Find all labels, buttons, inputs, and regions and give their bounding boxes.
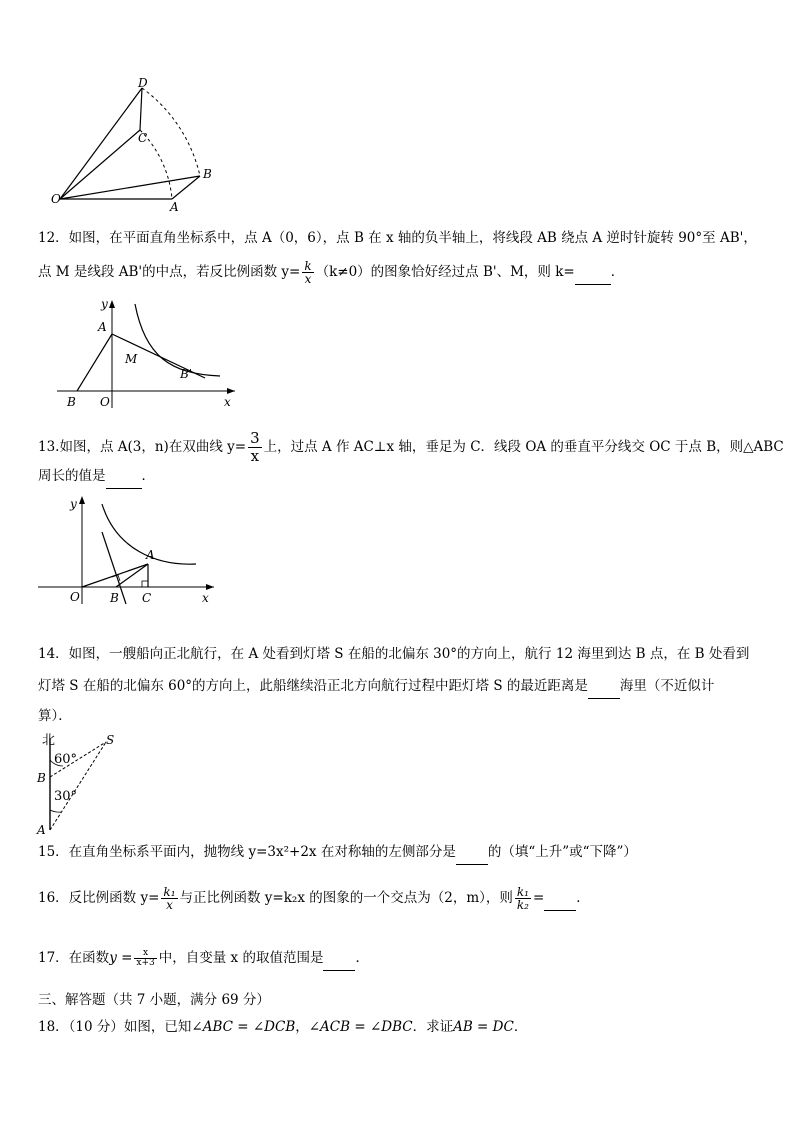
q18-condition-2: ∠ACB = ∠DBC (308, 1019, 413, 1035)
label-A: A (98, 320, 107, 334)
question-14-line1: 14．如图，一艘船向正北航行，在 A 处看到灯塔 S 在船的北偏东 30°的方向上，航行 12 海里到达 B 点，在 B 处看到 (38, 646, 750, 662)
label-C: C (142, 591, 152, 605)
q14-text-a: 灯塔 S 在船的北偏东 60°的方向上，此船继续沿正北方向航行过程中距灯塔 S 的最近距离是 (38, 678, 588, 694)
q18-condition-1: ∠ABC = ∠DCB (191, 1019, 296, 1035)
label-B: B (37, 771, 46, 785)
q12-end: ． (610, 264, 625, 280)
label-x: x (224, 395, 231, 409)
label-O: O (51, 192, 61, 206)
q16-f1-den: x (166, 898, 173, 912)
q16-text-b: 与正比例函数 y=k₂x 的图象的一个交点为（2，m），则 (179, 890, 513, 906)
label-north: 北 (42, 733, 56, 748)
q13-answer-blank[interactable] (106, 468, 142, 489)
q15-text-a: 15．在直角坐标系平面内，抛物线 y=3x²+2x 在对称轴的左侧部分是 (38, 844, 456, 860)
question-12-line2 (38, 260, 624, 285)
label-B: B (67, 395, 76, 409)
figure-q14 (34, 730, 124, 836)
figure-q13 (36, 494, 216, 606)
q17-frac-num: x (134, 949, 156, 959)
label-A: A (37, 823, 46, 836)
q14-answer-blank[interactable] (588, 678, 620, 699)
q13-frac-num: 3 (250, 429, 260, 447)
q13-end: ． (141, 468, 155, 484)
label-O: O (100, 395, 110, 409)
q13-text-b: 上，过点 A 作 AC⊥x 轴，垂足为 C．线段 OA 的垂直平分线交 OC 于点 B，则△ABC (263, 439, 784, 455)
q13-text-a: 13.如图，点 A(3，n)在双曲线 y= (38, 439, 247, 455)
q17-text-b: 中，自变量 x 的取值范围是 (158, 950, 324, 966)
q12-frac-den: x (304, 272, 312, 286)
question-17 (38, 948, 369, 971)
label-C: C (138, 131, 148, 145)
q16-text-a: 16．反比例函数 y= (38, 890, 160, 906)
q16-end: ． (576, 890, 590, 906)
q16-answer-blank[interactable] (544, 890, 576, 911)
label-B: B (203, 167, 212, 181)
section-3-title: 三、解答题（共 7 小题，满分 69 分） (38, 992, 270, 1008)
q18-text-b: ．求证 (412, 1019, 454, 1035)
label-angle-60: 60° (54, 752, 78, 767)
label-angle-30: 30° (54, 789, 78, 804)
q12-answer-blank[interactable] (575, 264, 611, 285)
question-13-line2 (38, 466, 155, 489)
label-x: x (202, 591, 209, 605)
label-y: y (101, 297, 108, 311)
question-12-line1: 12．如图，在平面直角坐标系中，点 A（0，6），点 B 在 x 轴的负半轴上，将线段 AB 绕点 A 逆时针旋转 90°至 AB'， (38, 230, 757, 246)
q16-f1-num: k₁ (163, 885, 176, 899)
q15-text-b: 的（填“上升”或“下降”） (487, 844, 637, 860)
label-Bprime: B' (180, 367, 193, 381)
label-O: O (70, 590, 80, 604)
q17-frac-den: x+3 (136, 958, 155, 968)
q17-end: ． (355, 950, 369, 966)
question-15 (38, 842, 637, 865)
q18-end: ． (513, 1019, 528, 1035)
label-B: B (110, 591, 119, 605)
question-16 (38, 886, 590, 911)
q16-fraction-1 (161, 886, 177, 911)
q16-f2-num: k₁ (516, 885, 529, 899)
label-A: A (170, 200, 179, 214)
q14-text-b: 海里（不近似计 (619, 678, 715, 694)
q16-equals: = (532, 890, 545, 906)
q18-text-a: 18．（10 分）如图，已知 (38, 1019, 192, 1035)
label-A: A (146, 548, 155, 562)
q17-fraction (134, 949, 156, 968)
label-M: M (125, 352, 138, 366)
question-14-line2 (38, 676, 714, 699)
figure-q12 (55, 296, 240, 412)
label-S: S (106, 733, 115, 747)
figure-q11 (50, 78, 230, 214)
label-D: D (138, 78, 148, 90)
question-14-line3: 算）． (38, 708, 72, 724)
question-18 (38, 1017, 527, 1037)
q12-fraction (302, 260, 313, 285)
q12-text-a: 点 M 是线段 AB'的中点，若反比例函数 y= (38, 264, 301, 280)
q17-text-a: 17．在函数 (38, 950, 110, 966)
q15-answer-blank[interactable] (456, 844, 488, 865)
q17-answer-blank[interactable] (323, 950, 355, 971)
question-13-line1 (38, 430, 784, 465)
q17-y-equals: y = (109, 950, 133, 966)
q12-text-b: （k≠0）的图象恰好经过点 B'、M，则 k= (315, 264, 575, 280)
q13-line2-text: 周长的值是 (38, 468, 106, 484)
q18-comma: ， (295, 1019, 309, 1035)
q12-frac-num: k (304, 259, 312, 273)
q16-f2-den: k₂ (516, 898, 529, 912)
label-y: y (70, 497, 77, 511)
q13-frac-den: x (250, 447, 260, 465)
q18-conclusion: AB = DC (453, 1019, 514, 1035)
q13-fraction (248, 430, 262, 465)
q16-fraction-2 (515, 886, 531, 911)
